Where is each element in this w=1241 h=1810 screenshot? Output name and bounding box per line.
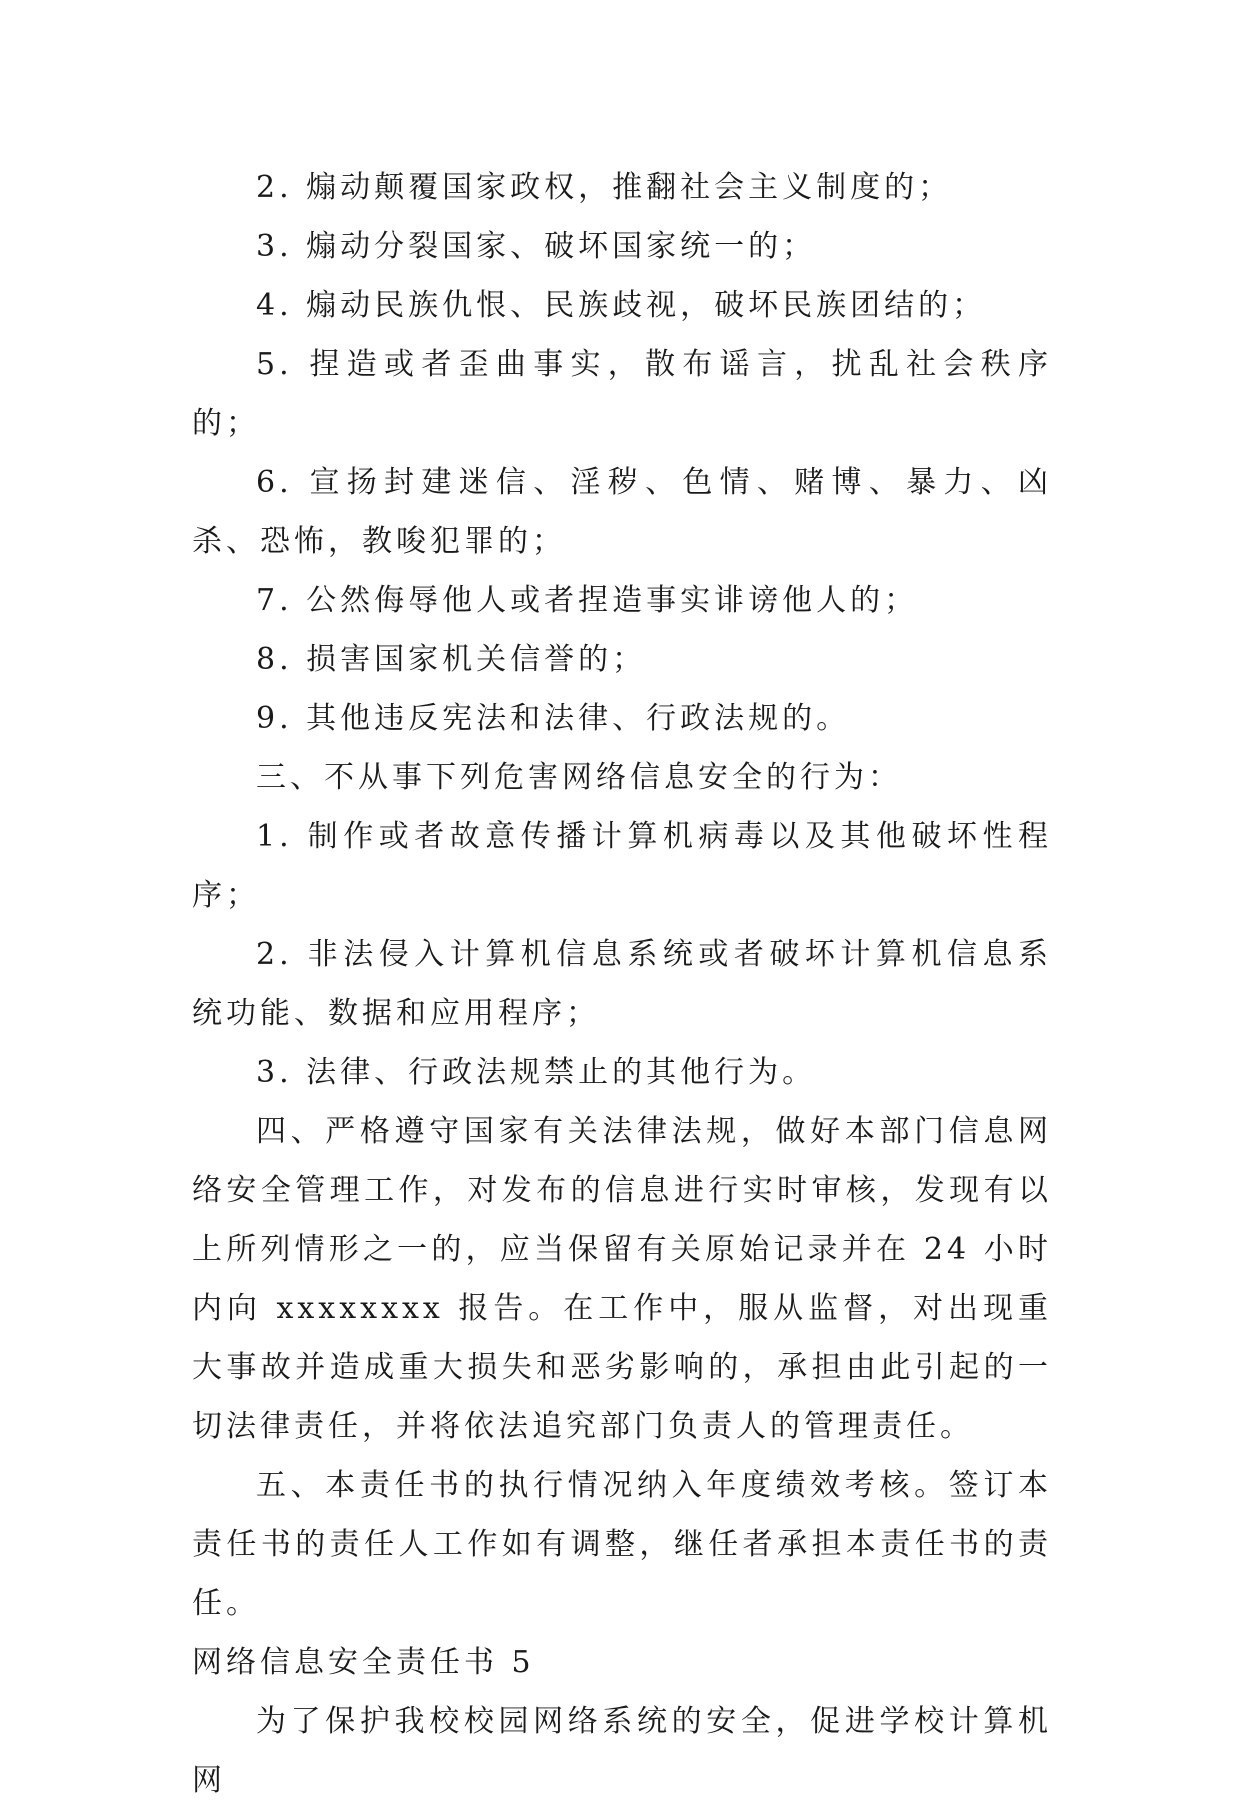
- section-five-paragraph: 五、本责任书的执行情况纳入年度绩效考核。签订本责任书的责任人工作如有调整，继任者承担本责任书的责任。: [192, 1468, 1052, 1621]
- list-item-5: 5. 捏造或者歪曲事实，散布谣言，扰乱社会秩序的；: [192, 347, 1052, 441]
- intro-paragraph: 为了保护我校校园网络系统的安全，促进学校计算机网: [192, 1704, 1052, 1798]
- sub-item-2: 2. 非法侵入计算机信息系统或者破坏计算机信息系统功能、数据和应用程序；: [192, 937, 1052, 1031]
- list-item-6: 6. 宣扬封建迷信、淫秽、色情、赌博、暴力、凶杀、恐怖，教唆犯罪的；: [192, 465, 1052, 559]
- document-title: 网络信息安全责任书 5: [192, 1645, 535, 1680]
- document-body: [192, 158, 1052, 1810]
- list-item-2: 2. 煽动颠覆国家政权，推翻社会主义制度的；: [256, 170, 953, 205]
- section-heading-three: 三、不从事下列危害网络信息安全的行为：: [256, 760, 902, 795]
- list-item-3: 3. 煽动分裂国家、破坏国家统一的；: [256, 229, 817, 264]
- sub-item-1: 1. 制作或者故意传播计算机病毒以及其他破坏性程序；: [192, 819, 1052, 913]
- list-item-8: 8. 损害国家机关信誉的；: [256, 642, 647, 677]
- list-item-9: 9. 其他违反宪法和法律、行政法规的。: [256, 701, 851, 736]
- section-four-paragraph: 四、严格遵守国家有关法律法规，做好本部门信息网络安全管理工作，对发布的信息进行实时审核，发现有以上所列情形之一的，应当保留有关原始记录并在 24 小时内向 xxxxxxxx 报告。在工作中，服从监督，对出现重大事故并造成重大损失和恶劣影响的，承担由此引起的一切法律责任，并将依法追究部门负责人的管理责任。: [192, 1114, 1052, 1444]
- sub-item-3: 3. 法律、行政法规禁止的其他行为。: [256, 1055, 817, 1090]
- list-item-4: 4. 煽动民族仇恨、民族歧视，破坏民族团结的；: [256, 288, 987, 323]
- list-item-7: 7. 公然侮辱他人或者捏造事实诽谤他人的；: [256, 583, 919, 618]
